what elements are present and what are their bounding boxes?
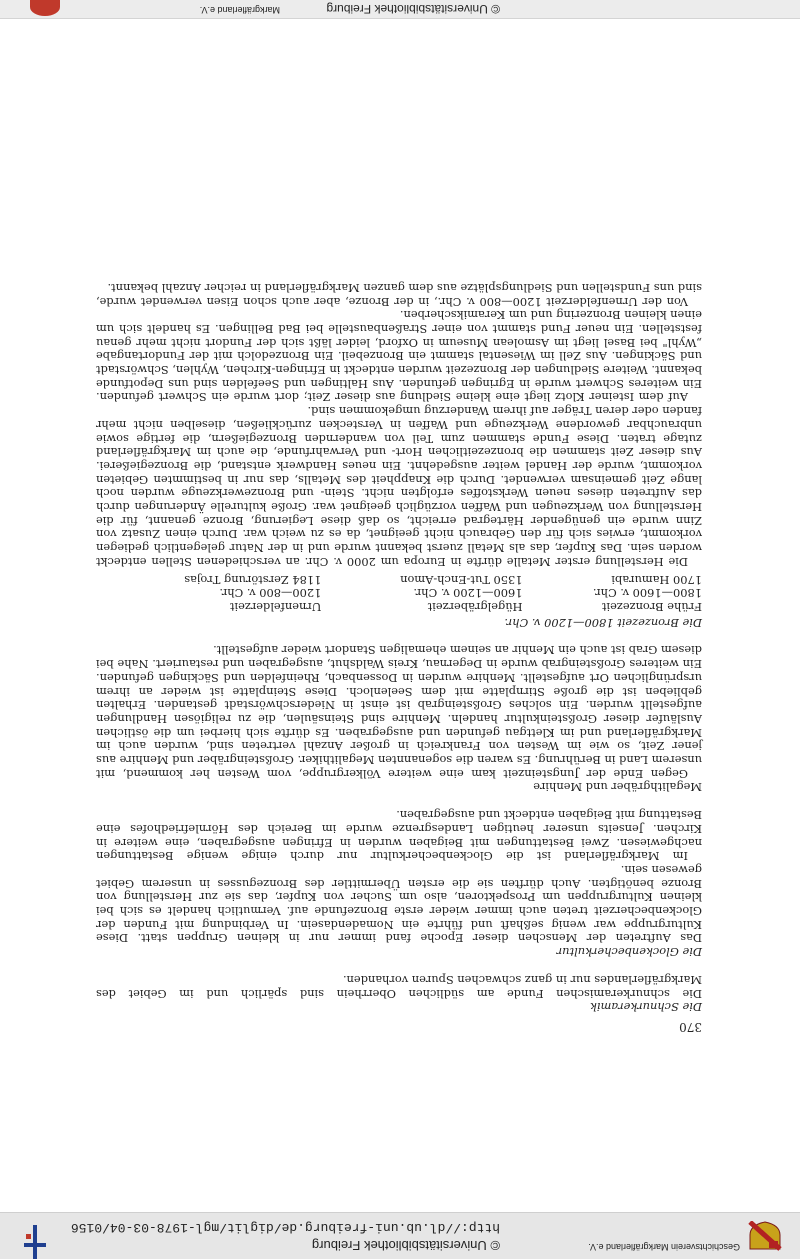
timeline-cell: 1350 Tut-Ench-Amon [400,572,523,587]
paragraph: Gegen Ende der Jungsteinzeit kam eine weitere Völkergruppe, vom Westen her kommend, mit unserem Land in Berührung. Es waren die sogenannten Megalithiker. Großsteingräber und Menhire aus jener Zeit, so wie im Westen von Frankreich in großer Anzahl vertreten sind, wurden auch im Markgräflerland und im Klettgau gefunden und ausgegraben. Es dürfte sich hierbei um die östlichen Ausläufer dieser Großsteinkultur handeln. Menhire sind Steinsäulen, die zu religiösen Handlungen aufgestellt wurden. Ein solches Großsteingrab ist einst in Niederschwörstadt gestanden. Erhalten geblieben ist die große Stirnplatte mit dem Seelenloch. Diese Steinplatte ist wieder an ihrem ursprünglichen Ort aufgestellt. Menhire wurden in Dossenbach, Rheinfelden und Säckingen gefunden. Ein weiteres Großsteingrab wurde in Degernau, Kreis Waldshut, ausgegraben und restauriert. Nahe bei diesem Grab ist auch ein Menhir an seinem ehemaligen Standort wieder aufgestellt. [96,643,702,781]
timeline-row [96,572,702,586]
association-name: Geschichtsverein Markgräflerland e.V. [588,1242,740,1252]
library-credit: © Universitätsbibliothek Freiburg [311,1238,500,1253]
library-credit-footer: © Universitätsbibliothek Freiburg [326,2,500,16]
timeline-cell: 1600—1200 v. Chr. [413,586,523,601]
paragraph: Die schnurkeramischen Funde am südlichen Oberrhein sind spärlich und im Gebiet des Markgräflerlandes nur in ganz schwachen Spuren vorhanden. [96,972,702,1001]
paragraph: Im Markgräflerland ist die Glockenbecherkultur nur durch einige wenige Bestattungen nachgewiesen. Zwei Bestattungen mit Beigaben wurden in Efringen ausgegraben, eine weitere in Kirchen. Jenseits unserer heutigen Landesgrenze wurde im Bereich des Hörnlefriedhofes eine Bestattung mit Beigaben entdeckt und ausgegraben. [96,808,702,864]
paragraph: Die Herstellung erster Metalle dürfte in Europa um 2000 v. Chr. an verschiedenen Stellen entdeckt worden sein. Das Kupfer, das als Metall zuerst bekannt wurde und in der Natur gelegentlich gediegen vorkommt, erwies sich für den Gebrauch nicht geeignet, da es zu weich war. Durch einen Zusatz von Zinn wurde ein genügender Härtegrad erreicht, so daß diese Legierung, Bronze genannt, für die Herstellung von Werkzeugen und Waffen vorzüglich geeignet war. Große kulturelle Änderungen durch das Auftreten dieses neuen Werkstoffes erfolgten nicht. Stein- und Bronzewerkzeuge wurden noch lange Zeit gemeinsam verwendet. Durch die Knappheit des Metalls, das nur in bestimmten Gebieten vorkommt, wurde der Handel weiter ausgedehnt. Ein neues Handwerk entstand, die Bronzegießerei. Aus dieser Zeit stammen die bronzezeitlichen Hort- und Verwahrfunde, die auch im Markgräflerland zutage traten. Diese Funde stammen zum Teil von wandernden Bronzegießern, die fertige sowie unbrauchbar gewordene Werkzeuge und Waffen in Verstecken zurückließen, dieselben nicht mehr fanden oder deren Träger auf ihrem Wanderzug umgekommen sind. [96,404,702,569]
bronze-age-timeline [96,572,702,613]
timeline-row [96,586,702,600]
association-footer: Markgräflerland e.V. [199,5,280,15]
timeline-cell: Urnenfelderzeit [229,600,322,615]
section-heading: Die Glockenbecherkultur [556,945,702,960]
page-number: 370 [679,1020,702,1034]
timeline-row [96,599,702,613]
paragraph: Das Auftreten der Menschen dieser Epoche fand immer nur in kleinen Gruppen statt. Diese Kulturgruppe war wenig seßhaft und führte ein Nomadendasein. In Verbindung mit Funden der Glockenbecherzeit treten auch immer wieder erste Bronzefunde auf. Vermutlich handelt es sich bei kleinen Kulturgruppen um Prospektoren, also um Sucher von Kupfer, das sie zur Herstellung von Bronze benötigten. Auch dürften sie die ersten Übermittler des Bronzegusses in unserem Gebiet gewesen sein. [96,862,702,946]
scan-header-bar [0,1212,800,1259]
section-heading: Die Bronzezeit 1800—1200 v. Chr. [504,615,702,630]
coat-of-arms-footer-icon [30,0,60,16]
document-url-link[interactable]: http://dl.ub.uni-freiburg.de/diglit/mgl-1978-03-04/0156 [70,1220,500,1235]
paragraph: Auf dem Isteiner Klotz liegt eine kleine Siedlung aus dieser Zeit; dort wurde ein Schwert gefunden. Ein weiteres Schwert wurde in Egringen gefunden. Aus Haltingen und Seefelden sind uns Depotfunde bekannt. Weitere Siedlungen der Bronzezeit wurden entdeckt in Efringen-Kirchen, Wyhlen, Schwörstadt und Säckingen. Aus Zell im Wiesental stammt ein Bronzebeil. Ein Bronzedolch mit der Fundortangabe „Wyhl" bei Basel liegt im Asmolean Museum in Oxford, leider läßt sich der Fundort nicht mehr genau feststellen. Ein neuer Fund stammt von einer Straßenbaustelle bei Bad Bellingen. Es handelt sich um einen kleinen Bronzering und um Keramikscherben. [96,308,702,405]
timeline-cell: 1700 Hamurabi [611,572,702,587]
timeline-cell: 1800—1600 v. Chr. [592,586,702,601]
library-logo-icon [24,1225,46,1259]
paragraph: Von der Urnenfelderzeit 1200—800 v. Chr., in der Bronze, aber auch schon Eisen verwendet wurde, sind uns Fundstellen und Siedlungsplätze aus dem ganzen Markgräflerland in reicher Anzahl bekannt. [96,280,702,309]
section-heading: Die Schnurkeramik [590,1000,702,1015]
timeline-cell: Hügelgräberzeit [427,600,523,615]
timeline-cell: 1184 Zerstörung Trojas [184,572,322,587]
timeline-cell: Frühe Bronzezeit [601,600,702,615]
scan-footer-bar [0,0,800,19]
coat-of-arms-icon [748,1221,782,1251]
timeline-cell: 1200—800 v. Chr. [219,586,322,601]
section-heading: Megalithgräber und Menhire [533,780,702,795]
page-body [96,280,702,1033]
